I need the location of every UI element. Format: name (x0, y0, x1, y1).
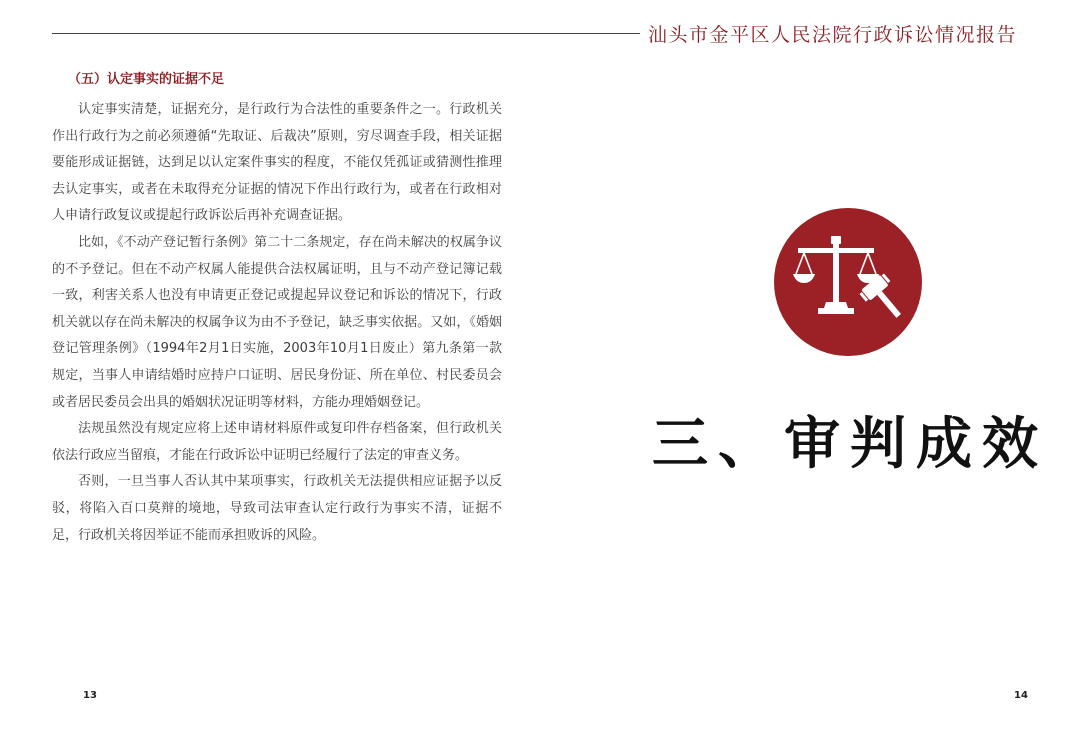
section-heading: （五）认定事实的证据不足 (68, 72, 225, 87)
paragraph-2: 比如，《不动产登记暂行条例》第二十二条规定，存在尚未解决的权属争议的不予登记。但在不动产权属人能提供合法权属证明，且与不动产登记簿记载一致，利害关系人也没有申请更正登记或提起异议登记和诉讼的情况下，行政机关就以存在尚未解决的权属争议为由不予登记，缺乏事实依据。又如，《婚姻登记管理条例》（1994年2月1日实施，2003年10月1日废止）第九条第一款规定，当事人申请结婚时应持户口证明、居民身份证、所在单位、村民委员会或者居民委员会出具的婚姻状况证明等材料，方能办理婚姻登记。 (52, 234, 502, 410)
paragraph-1: 认定事实清楚，证据充分，是行政行为合法性的重要条件之一。行政机关作出行政行为之前必须遵循“先取证、后裁决”原则，穷尽调查手段，相关证据要能形成证据链，达到足以认定案件事实的程度，不能仅凭孤证或猜测性推理去认定事实，或者在未取得充分证据的情况下作出行政行为，或者在行政相对人申请行政复议或提起行政诉讼后再补充调查证据。 (52, 102, 502, 224)
chapter-title: 三、审判成效 (652, 411, 1048, 477)
report-header-title: 汕头市金平区人民法院行政诉讼情况报告 (648, 24, 1018, 46)
scales-and-gavel-icon (774, 208, 922, 356)
paragraph-3: 法规虽然没有规定应将上述申请材料原件或复印件存档备案，但行政机关依法行政应当留痕，才能在行政诉讼中证明已经履行了法定的审查义务。 (52, 421, 502, 463)
header-rule (52, 33, 640, 34)
page-number-left: 13 (83, 690, 97, 701)
page-number-right: 14 (1014, 690, 1028, 701)
left-page (52, 64, 502, 549)
paragraph-4: 否则，一旦当事人否认其中某项事实，行政机关无法提供相应证据予以反驳，将陷入百口莫辩的境地，导致司法审查认定行政行为事实不清，证据不足，行政机关将因举证不能而承担败诉的风险。 (52, 474, 502, 543)
